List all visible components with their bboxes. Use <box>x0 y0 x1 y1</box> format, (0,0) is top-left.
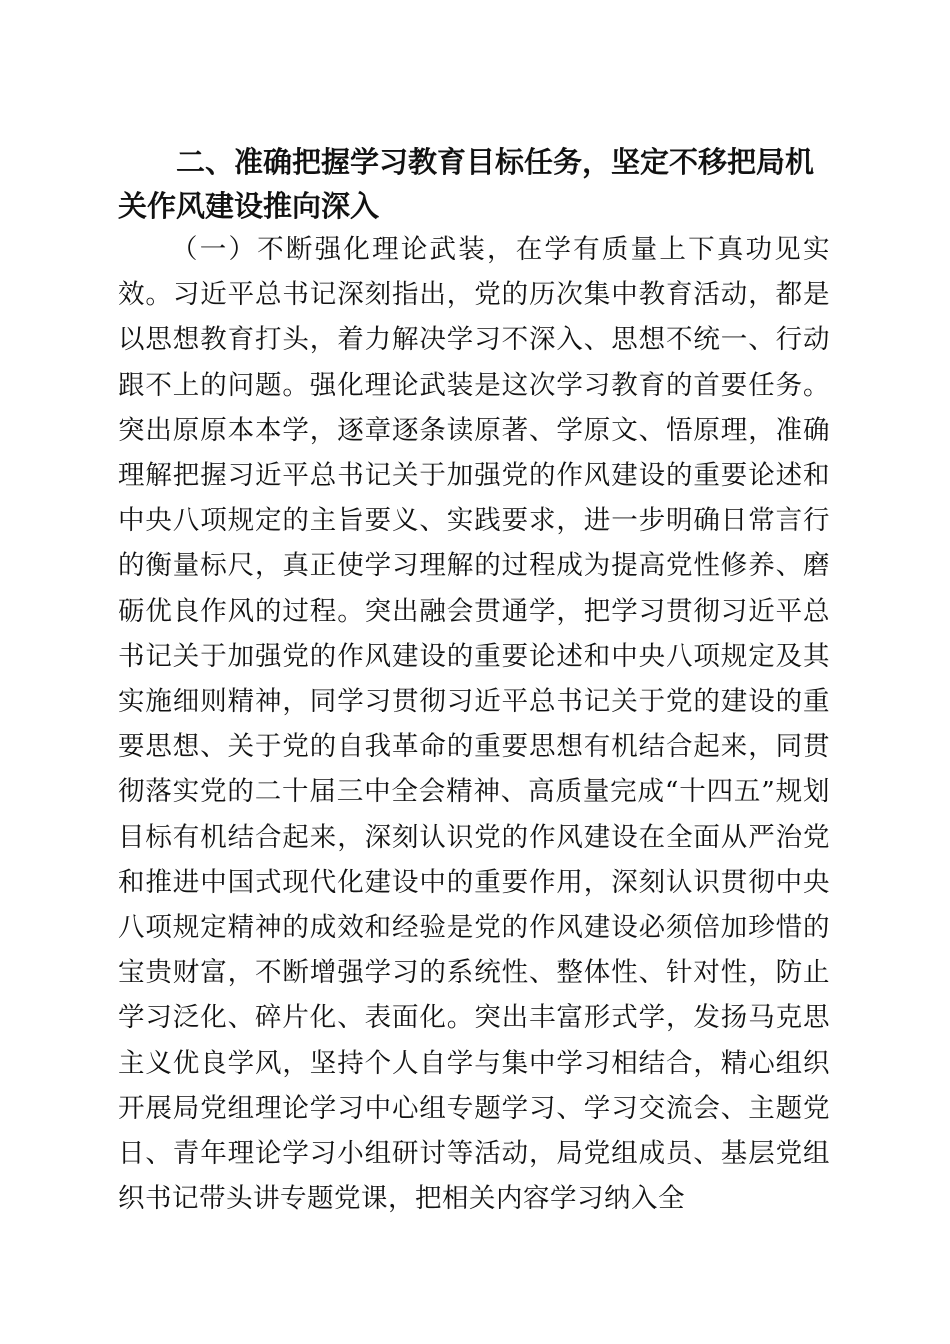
paragraph-subheading: （一）不断强化理论武装，在学有质量上下真功见实效。 <box>118 234 830 311</box>
paragraph-text: 习近平总书记深刻指出，党的历次集中教育活动，都是以思想教育打头，着力解决学习不深入、思想不统一、行动跟不上的问题。强化理论武装是这次学习教育的首要任务。突出原原本本学，逐章逐条读原著、学原文、悟原理，准确理解把握习近平总书记关于加强党的作风建设的重要论述和中央八项规定的主旨要义、实践要求，进一步明确日常言行的衡量标尺，真正使学习理解的过程成为提高党性修养、磨砺优良作风的过程。突出融会贯通学，把学习贯彻习近平总书记关于加强党的作风建设的重要论述和中央八项规定及其实施细则精神，同学习贯彻习近平总书记关于党的建设的重要思想、关于党的自我革命的重要思想有机结合起来，同贯彻落实党的二十届三中全会精神、高质量完成“十四五”规划目标有机结合起来，深刻认识党的作风建设在全面从严治党和推进中国式现代化建设中的重要作用，深刻认识贯彻中央八项规定精神的成效和经验是党的作风建设必须倍加珍惜的宝贵财富，不断增强学习的系统性、整体性、针对性，防止学习泛化、碎片化、表面化。突出丰富形式学，发扬马克思主义优良学风，坚持个人自学与集中学习相结合，精心组织开展局党组理论学习中心组专题学习、学习交流会、主题党日、青年理论学习小组研讨等活动，局党组成员、基层党组织书记带头讲专题党课，把相关内容学习纳入全 <box>118 279 831 1215</box>
section-heading: 二、准确把握学习教育目标任务，坚定不移把局机关作风建设推向深入 <box>118 145 815 223</box>
body-paragraph <box>118 227 830 1221</box>
